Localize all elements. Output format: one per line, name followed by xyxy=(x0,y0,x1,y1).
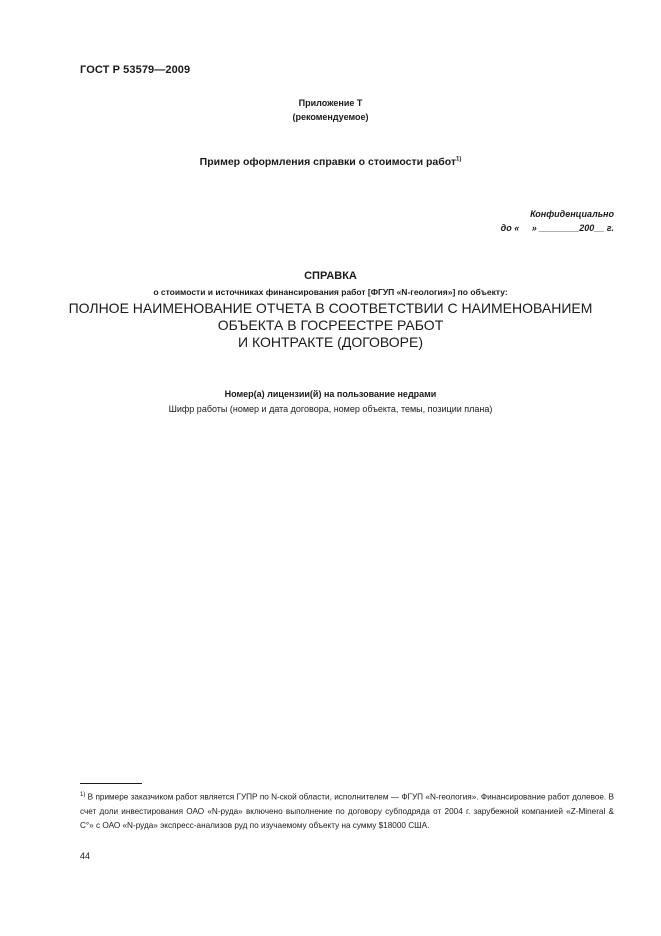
spravka-title: СПРАВКА xyxy=(304,270,357,282)
example-title xyxy=(0,156,661,168)
license-number-label: Номер(а) лицензии(й) на пользование недрами xyxy=(224,389,437,399)
page-number: 44 xyxy=(80,851,91,861)
confidential-until: до « » ________200__ г. xyxy=(500,223,614,233)
object-name-line: ОБЪЕКТА В ГОСРЕЕСТРЕ РАБОТ xyxy=(217,317,444,333)
confidential-label: Конфиденциально xyxy=(530,209,614,219)
appendix-status: (рекомендуемое) xyxy=(292,112,369,122)
object-name-line: ПОЛНОЕ НАИМЕНОВАНИЕ ОТЧЕТА В СООТВЕТСТВИИ С НАИМЕНОВАНИЕМ xyxy=(68,300,593,316)
appendix-label: Приложение Т xyxy=(298,98,363,108)
appendix-heading xyxy=(0,96,661,124)
example-title-text: Пример оформления справки о стоимости работ xyxy=(199,156,456,168)
document-code: ГОСТ Р 53579—2009 xyxy=(80,64,191,76)
footnote-mark: 1) xyxy=(80,792,86,798)
work-code-label: Шифр работы (номер и дата договора, номер объекта, темы, позиции плана) xyxy=(168,404,493,414)
spravka-subtitle: о стоимости и источниках финансирования работ [ФГУП «N-геология»] по объекту: xyxy=(153,287,508,297)
footnote-reference: 1) xyxy=(456,156,462,163)
object-name-line: И КОНТРАКТЕ (ДОГОВОРЕ) xyxy=(238,334,423,350)
footnote-text: В примере заказчиком работ является ГУПР по N-ской области, исполнителем — ФГУП «N-геология». Финансирование работ долевое. В счет доли инвестирования ОАО «N-руда» включено выполнение по договору субподряда от 2004 г. зарубежной компанией «Z-Mineral & С°» с ОАО «N-руда» экспресс-анализов руд по изучаемому объекту на сумму $18000 США. xyxy=(80,792,614,830)
footnote xyxy=(80,788,614,833)
object-name xyxy=(0,300,661,351)
footnote-divider xyxy=(80,783,142,784)
